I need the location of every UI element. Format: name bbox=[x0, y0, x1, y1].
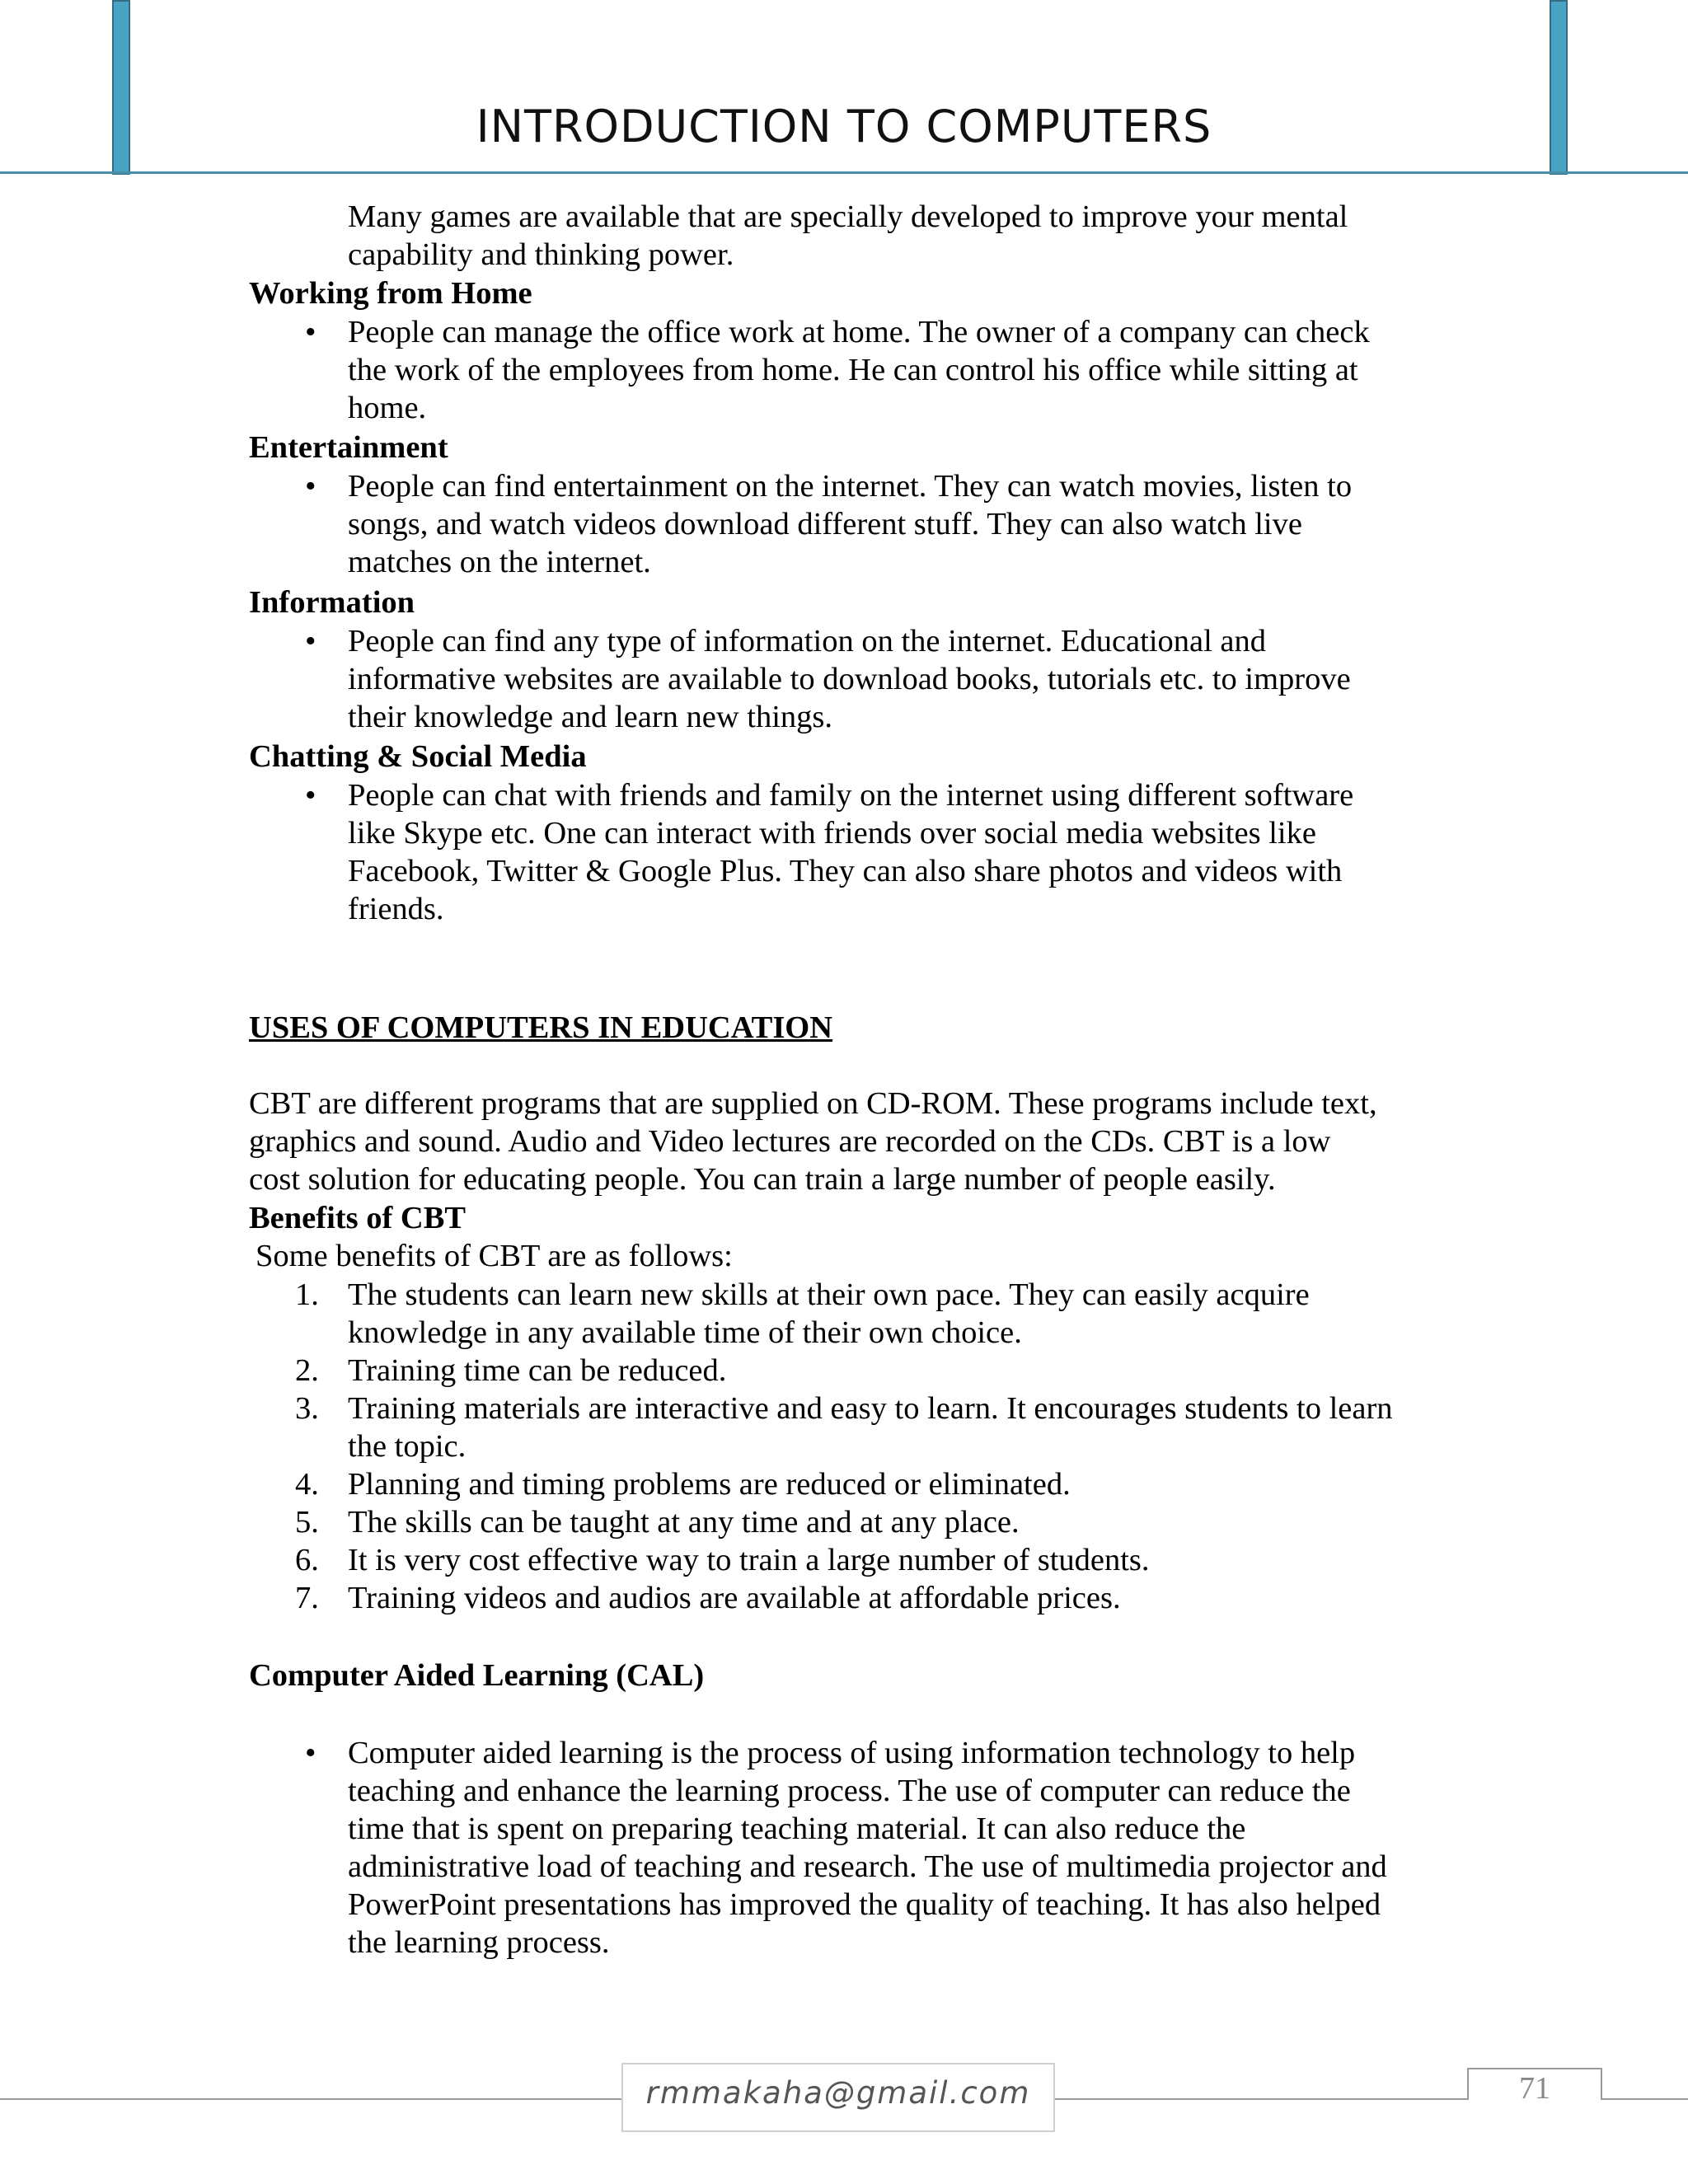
list-number: 5. bbox=[295, 1505, 319, 1540]
text-line: the learning process. bbox=[348, 1925, 610, 1960]
list-number: 6. bbox=[295, 1543, 319, 1577]
footer-email: rmmakaha@gmail.com bbox=[645, 2075, 1031, 2111]
section-heading-working-from-home: Working from Home bbox=[249, 276, 532, 311]
list-item: Training materials are interactive and easy to learn. It encourages students to learn bbox=[348, 1391, 1393, 1426]
footer-rule-right bbox=[1601, 2098, 1688, 2100]
list-item-continuation: knowledge in any available time of their own choice. bbox=[348, 1315, 1022, 1350]
text-line: Many games are available that are specially developed to improve your mental bbox=[348, 199, 1348, 234]
list-number: 1. bbox=[295, 1277, 319, 1312]
text-line: Computer aided learning is the process of using information technology to help bbox=[348, 1736, 1356, 1770]
section-heading-uses-of-computers: USES OF COMPUTERS IN EDUCATION bbox=[249, 1010, 833, 1045]
text-line: administrative load of teaching and research. The use of multimedia projector and bbox=[348, 1849, 1387, 1884]
text-line: songs, and watch videos download different stuff. They can also watch live bbox=[348, 507, 1302, 541]
text-line: People can find entertainment on the internet. They can watch movies, listen to bbox=[348, 469, 1353, 504]
text-line: Some benefits of CBT are as follows: bbox=[256, 1239, 733, 1273]
list-item: Training videos and audios are available at affordable prices. bbox=[348, 1581, 1121, 1615]
list-number: 4. bbox=[295, 1467, 319, 1502]
text-line: teaching and enhance the learning process. The use of computer can reduce the bbox=[348, 1774, 1351, 1808]
footer-rule-left bbox=[0, 2098, 623, 2100]
text-line: People can chat with friends and family on the internet using different software bbox=[348, 778, 1354, 813]
text-line: the work of the employees from home. He can control his office while sitting at bbox=[348, 353, 1358, 387]
text-line: like Skype etc. One can interact with friends over social media websites like bbox=[348, 816, 1316, 851]
list-item: It is very cost effective way to train a large number of students. bbox=[348, 1543, 1150, 1577]
text-line: PowerPoint presentations has improved the quality of teaching. It has also helped bbox=[348, 1887, 1381, 1922]
bullet-icon: • bbox=[305, 469, 316, 504]
bullet-icon: • bbox=[305, 778, 316, 813]
list-item-continuation: the topic. bbox=[348, 1429, 467, 1464]
footer-rule-middle bbox=[1053, 2098, 1469, 2100]
list-number: 2. bbox=[295, 1353, 319, 1388]
list-item: Training time can be reduced. bbox=[348, 1353, 727, 1388]
text-line: their knowledge and learn new things. bbox=[348, 700, 833, 734]
bullet-icon: • bbox=[305, 624, 316, 658]
list-number: 7. bbox=[295, 1581, 319, 1615]
text-line: Facebook, Twitter & Google Plus. They can also share photos and videos with bbox=[348, 854, 1343, 888]
page-number: 71 bbox=[1519, 2071, 1550, 2106]
text-line: home. bbox=[348, 391, 427, 425]
header-rule bbox=[0, 171, 1688, 174]
text-line: matches on the internet. bbox=[348, 545, 651, 579]
section-heading-entertainment: Entertainment bbox=[249, 430, 448, 465]
text-line: graphics and sound. Audio and Video lectures are recorded on the CDs. CBT is a low bbox=[249, 1124, 1331, 1159]
section-heading-benefits-of-cbt: Benefits of CBT bbox=[249, 1201, 467, 1235]
bullet-icon: • bbox=[305, 315, 316, 349]
text-line: CBT are different programs that are supplied on CD-ROM. These programs include text, bbox=[249, 1086, 1377, 1121]
text-line: People can manage the office work at home. The owner of a company can check bbox=[348, 315, 1370, 349]
section-heading-cal: Computer Aided Learning (CAL) bbox=[249, 1658, 705, 1693]
text-line: cost solution for educating people. You can train a large number of people easily. bbox=[249, 1162, 1276, 1197]
list-item: The students can learn new skills at their own pace. They can easily acquire bbox=[348, 1277, 1310, 1312]
list-item: Planning and timing problems are reduced or eliminated. bbox=[348, 1467, 1071, 1502]
list-item: The skills can be taught at any time and at any place. bbox=[348, 1505, 1020, 1540]
text-line: informative websites are available to download books, tutorials etc. to improve bbox=[348, 662, 1351, 696]
list-number: 3. bbox=[295, 1391, 319, 1426]
section-heading-chatting: Chatting & Social Media bbox=[249, 739, 587, 774]
text-line: People can find any type of information on the internet. Educational and bbox=[348, 624, 1267, 658]
bullet-icon: • bbox=[305, 1736, 316, 1770]
text-line: friends. bbox=[348, 892, 444, 926]
text-line: capability and thinking power. bbox=[348, 237, 734, 272]
text-line: time that is spent on preparing teaching material. It can also reduce the bbox=[348, 1811, 1246, 1846]
section-heading-information: Information bbox=[249, 585, 415, 620]
running-title: INTRODUCTION TO COMPUTERS bbox=[476, 101, 1212, 152]
